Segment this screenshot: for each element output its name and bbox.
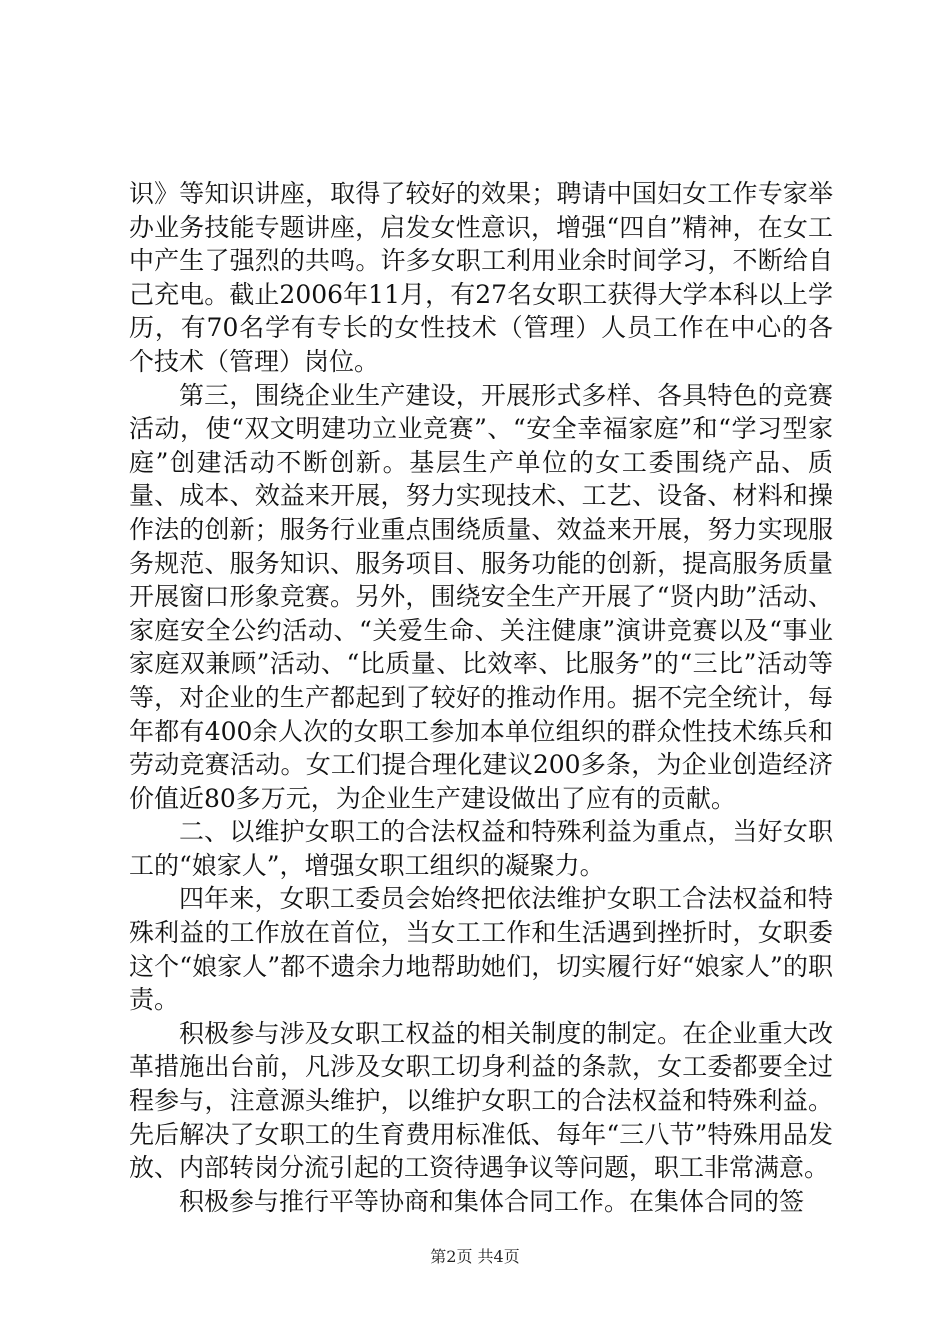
paragraph-four-years: 四年来，女职工委员会始终把依法维护女职工合法权益和特殊利益的工作放在首位，当女工工作和生活遇到挫折时，女职委这个“娘家人”都不遗余力地帮助她们，切实履行好“娘家人”的职责。 [129, 884, 833, 1015]
section-heading-two: 二、以维护女职工的合法权益和特殊利益为重点，当好女职工的“娘家人”，增强女职工组织的凝聚力。 [129, 817, 833, 880]
paragraph-collective-contract: 积极参与推行平等协商和集体合同工作。在集体合同的签 [179, 1186, 805, 1216]
paragraph-system-participation: 积极参与涉及女职工权益的相关制度的制定。在企业重大改革措施出台前，凡涉及女职工切身利益的条款，女工委都要全过程参与，注意源头维护，以维护女职工的合法权益和特殊利益。先后解决了女职工的生育费用标准低、每年“三八节”特殊用品发放、内部转岗分流引起的工资待遇争议等问题，职工非常满意。 [129, 1018, 833, 1183]
page-number-footer: 第2页 共4页 [430, 1247, 520, 1266]
document-body [129, 177, 833, 1218]
paragraph-third-point: 第三，围绕企业生产建设，开展形式多样、各具特色的竞赛活动，使“双文明建功立业竞赛”、“安全幸福家庭”和“学习型家庭”创建活动不断创新。基层生产单位的女工委围绕产品、质量、成本、效益来开展，努力实现技术、工艺、设备、材料和操作法的创新；服务行业重点围绕质量、效益来开展，努力实现服务规范、服务知识、服务项目、服务功能的创新，提高服务质量开展窗口形象竞赛。另外，围绕安全生产开展了“贤内助”活动、家庭安全公约活动、“关爱生命、关注健康”演讲竞赛以及“事业家庭双兼顾”活动、“比质量、比效率、比服务”的“三比”活动等等，对企业的生产都起到了较好的推动作用。据不完全统计，每年都有400余人次的女职工参加本单位组织的群众性技术练兵和劳动竞赛活动。女工们提合理化建议200多条，为企业创造经济价值近80多万元，为企业生产建设做出了应有的贡献。 [129, 380, 833, 813]
paragraph-continuation: 识》等知识讲座，取得了较好的效果；聘请中国妇女工作专家举办业务技能专题讲座，启发女性意识，增强“四自”精神，在女工中产生了强烈的共鸣。许多女职工利用业余时间学习，不断给自己充电。截止2006年11月，有27名女职工获得大学本科以上学历，有70名学有专长的女性技术（管理）人员工作在中心的各个技术（管理）岗位。 [129, 179, 833, 376]
